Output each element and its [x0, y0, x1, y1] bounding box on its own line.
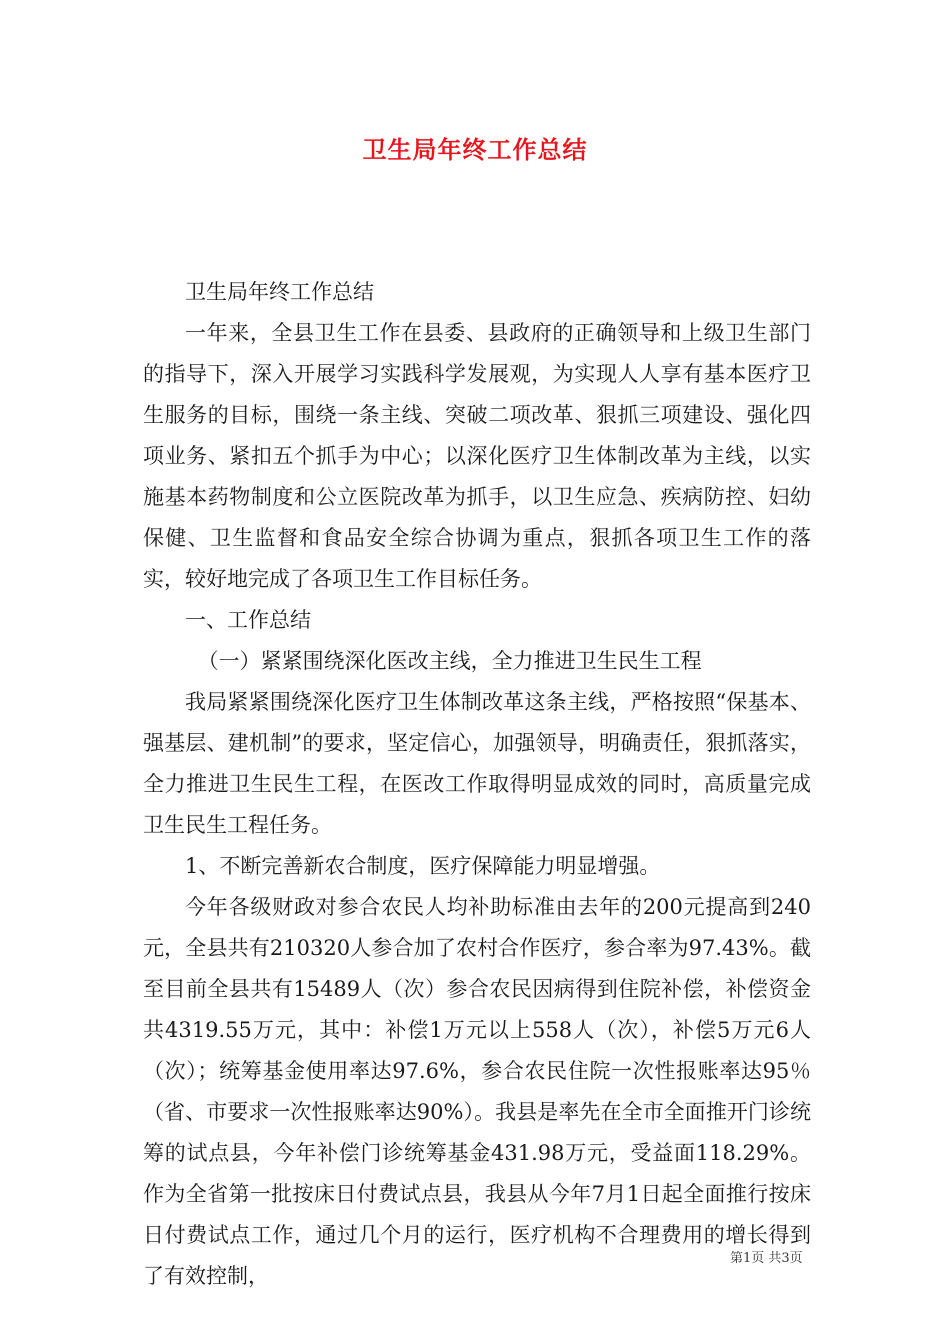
- page-title: 卫生局年终工作总结: [362, 136, 588, 164]
- item-heading: 1、不断完善新农合制度，医疗保障能力明显增强。: [185, 854, 661, 878]
- section-heading: 一、工作总结: [185, 608, 311, 632]
- page-number: 第1页 共3页: [730, 1251, 803, 1266]
- item-paragraph: 今年各级财政对参合农民人均补助标准由去年的200元提高到240元，全县共有210320人参合加了农村合作医疗，参合率为97.43%。截至目前全县共有15489人（次）参合农民因病得到住院补偿，补偿资金共4319.55万元，其中：补偿1万元以上558人（次），补偿5万元6人（次）；统筹基金使用率达97.6%，参合农民住院一次性报账率达95％（省、市要求一次性报账率达90%）。我县是率先在全市全面推开门诊统筹的试点县，今年补偿门诊统筹基金431.98万元，受益面118.29%。作为全省第一批按床日付费试点县，我县从今年7月1日起全面推行按床日付费试点工作，通过几个月的运行，医疗机构不合理费用的增长得到了有效控制，: [143, 895, 811, 1288]
- document-body: [143, 272, 811, 1297]
- body-heading: 卫生局年终工作总结: [185, 280, 374, 304]
- subsection-paragraph: 我局紧紧围绕深化医疗卫生体制改革这条主线，严格按照“保基本、强基层、建机制”的要求，坚定信心，加强领导，明确责任，狠抓落实，全力推进卫生民生工程，在医改工作取得明显成效的同时，高质量完成卫生民生工程任务。: [143, 690, 811, 837]
- intro-paragraph: 一年来，全县卫生工作在县委、县政府的正确领导和上级卫生部门的指导下，深入开展学习实践科学发展观，为实现人人享有基本医疗卫生服务的目标，围绕一条主线、突破二项改革、狠抓三项建设、强化四项业务、紧扣五个抓手为中心；以深化医疗卫生体制改革为主线，以实施基本药物制度和公立医院改革为抓手，以卫生应急、疾病防控、妇幼保健、卫生监督和食品安全综合协调为重点，狠抓各项卫生工作的落实，较好地完成了各项卫生工作目标任务。: [143, 321, 811, 591]
- subsection-heading: （一）紧紧围绕深化医改主线，全力推进卫生民生工程: [197, 649, 702, 673]
